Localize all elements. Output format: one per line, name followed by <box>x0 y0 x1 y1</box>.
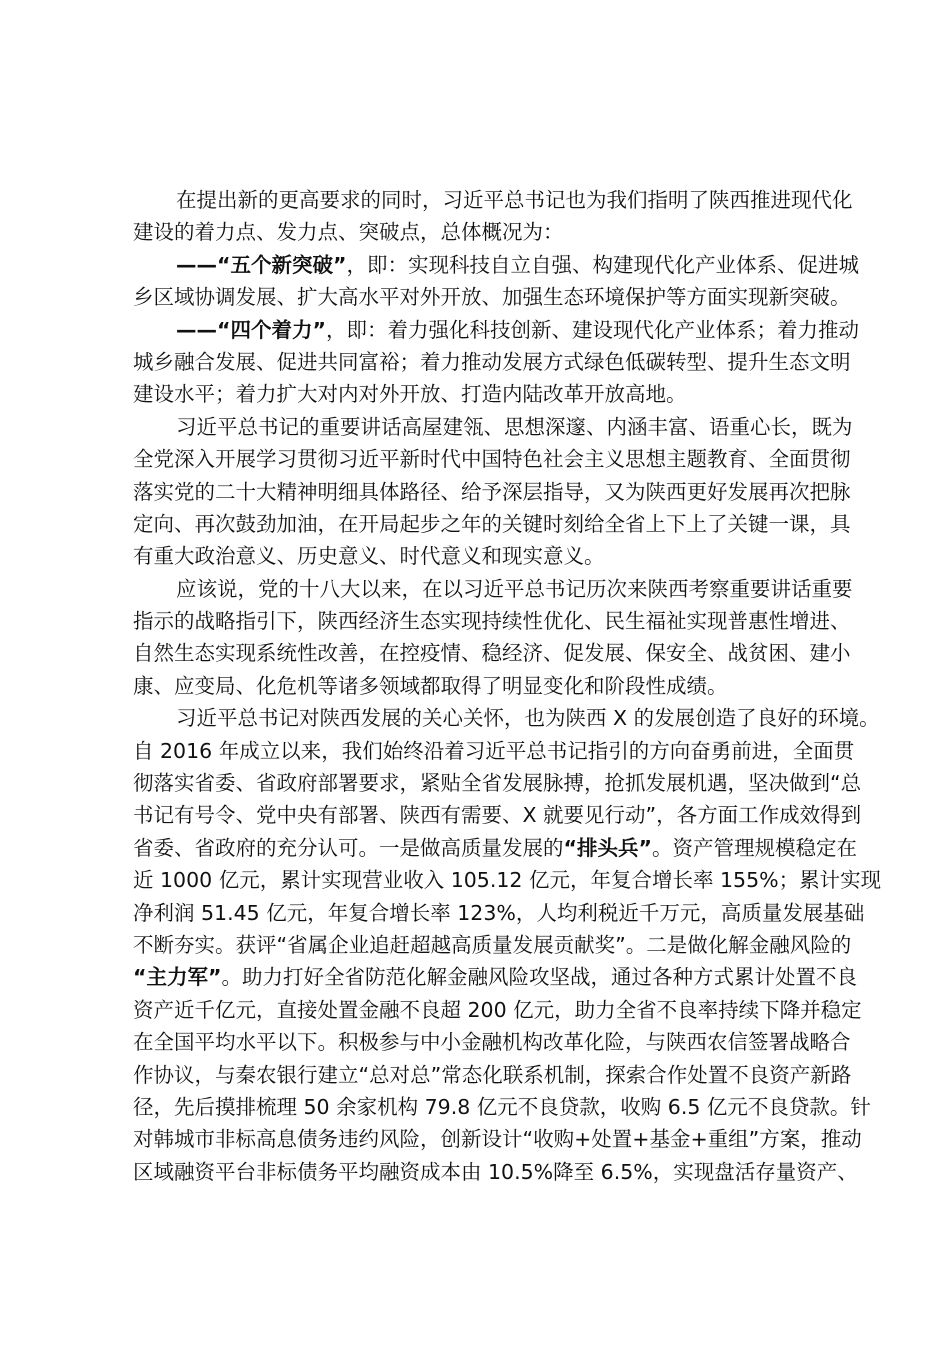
text-segment: 作协议，与秦农银行建立“总对总”常态化联系机制，探索合作处置不良资产新路 <box>133 1062 852 1087</box>
text-line <box>133 767 862 799</box>
text-segment: 书记有号令、党中央有部署、陕西有需要、X 就要见行动”，各方面工作成效得到 <box>133 803 862 828</box>
text-line <box>133 735 855 767</box>
text-line <box>133 702 880 734</box>
text-line <box>133 1091 871 1123</box>
text-segment: 。助力打好全省防范化解金融风险攻坚战，通过各种方式累计处置不良 <box>221 965 857 990</box>
text-segment: 乡区域协调发展、扩大高水平对外开放、加强生态环境保护等方面实现新突破。 <box>133 285 851 310</box>
text-line <box>133 799 862 831</box>
text-line <box>133 605 851 637</box>
text-segment: ，即：实现科技自立自强、构建现代化产业体系、促进城 <box>346 252 859 277</box>
text-segment: 康、应变局、化危机等诸多领域都取得了明显变化和阶段性成绩。 <box>133 673 728 698</box>
text-line <box>133 1059 852 1091</box>
text-line <box>133 249 859 281</box>
text-segment: 不断夯实。获评“省属企业追赶超越高质量发展贡献奖”。二是做化解金融风险的 <box>133 932 852 957</box>
text-segment: 落实党的二十大精神明细具体路径、给予深层指导，又为陕西更好发展再次把脉 <box>133 479 851 504</box>
bold-text: “主力军” <box>133 965 222 990</box>
text-line <box>133 476 851 508</box>
text-line <box>133 314 859 346</box>
bold-text: ——“五个新突破” <box>176 252 347 277</box>
paragraph <box>133 702 882 1188</box>
text-segment: 习近平总书记对陕西发展的关心关怀，也为陕西 X 的发展创造了良好的环境。 <box>176 706 880 731</box>
document-body <box>133 184 882 1188</box>
text-line <box>133 832 857 864</box>
text-segment: 资产近千亿元，直接处置金融不良超 200 亿元，助力全省不良率持续下降并稳定 <box>133 997 862 1022</box>
text-segment: 建设的着力点、发力点、突破点，总体概况为： <box>133 220 564 245</box>
text-line <box>133 897 865 929</box>
text-line <box>133 508 851 540</box>
paragraph <box>133 249 859 314</box>
text-segment: 净利润 51.45 亿元，年复合增长率 123%，人均利税近千万元，高质量发展基础 <box>133 900 865 925</box>
text-segment: 。资产管理规模稳定在 <box>651 835 857 860</box>
text-line <box>133 378 823 410</box>
text-line <box>133 1123 862 1155</box>
paragraph <box>133 314 859 411</box>
text-segment: 全党深入开展学习贯彻习近平新时代中国特色社会主义思想主题教育、全面贯彻 <box>133 447 851 472</box>
text-segment: 对韩城市非标高息债务违约风险，创新设计“收购+处置+基金+重组”方案，推动 <box>133 1127 862 1152</box>
paragraph <box>133 573 853 703</box>
text-segment: 区域融资平台非标债务平均融资成本由 10.5%降至 6.5%，实现盘活存量资产、 <box>133 1159 858 1184</box>
paragraph <box>133 184 853 249</box>
text-segment: 自 2016 年成立以来，我们始终沿着习近平总书记指引的方向奋勇前进，全面贯 <box>133 738 855 763</box>
text-line <box>133 411 853 443</box>
text-segment: 习近平总书记的重要讲话高屋建瓴、思想深邃、内涵丰富、语重心长，既为 <box>176 414 853 439</box>
text-segment: 在全国平均水平以下。积极参与中小金融机构改革化险，与陕西农信签署战略合 <box>133 1030 851 1055</box>
text-line <box>133 1026 851 1058</box>
text-line <box>133 573 853 605</box>
text-segment: 定向、再次鼓劲加油，在开局起步之年的关键时刻给全省上下上了关键一课，具 <box>133 511 851 536</box>
bold-text: “排头兵” <box>563 835 652 860</box>
text-line <box>133 637 851 669</box>
text-segment: 指示的战略指引下，陕西经济生态实现持续性优化、民生福祉实现普惠性增进、 <box>133 609 851 634</box>
text-line <box>133 281 851 313</box>
text-segment: 在提出新的更高要求的同时，习近平总书记也为我们指明了陕西推进现代化 <box>176 188 853 212</box>
text-line <box>133 670 823 702</box>
text-line <box>133 961 857 993</box>
text-segment: 有重大政治意义、历史意义、时代意义和现实意义。 <box>133 544 605 569</box>
text-segment: 径，先后摸排梳理 50 余家机构 79.8 亿元不良贷款，收购 6.5 亿元不良贷款。针 <box>133 1094 871 1119</box>
text-line <box>133 216 823 248</box>
text-line <box>133 864 882 896</box>
text-line <box>133 929 852 961</box>
text-segment: 建设水平；着力扩大对内对外开放、打造内陆改革开放高地。 <box>133 382 687 407</box>
text-segment: ，即：着力强化科技创新、建设现代化产业体系；着力推动 <box>325 317 859 342</box>
text-line <box>133 443 851 475</box>
text-line <box>133 346 851 378</box>
text-line <box>133 184 853 216</box>
text-segment: 城乡融合发展、促进共同富裕；着力推动发展方式绿色低碳转型、提升生态文明 <box>133 349 851 374</box>
text-line <box>133 994 862 1026</box>
text-segment: 省委、省政府的充分认可。一是做高质量发展的 <box>133 835 564 860</box>
text-segment: 近 1000 亿元，累计实现营业收入 105.12 亿元，年复合增长率 155%；累计实现 <box>133 868 882 893</box>
bold-text: ——“四个着力” <box>176 317 326 342</box>
text-segment: 自然生态实现系统性改善，在控疫情、稳经济、促发展、保安全、战贫困、建小 <box>133 641 851 666</box>
text-segment: 彻落实省委、省政府部署要求，紧贴全省发展脉搏，抢抓发展机遇，坚决做到“总 <box>133 771 862 796</box>
text-line <box>133 1156 858 1188</box>
text-segment: 应该说，党的十八大以来，在以习近平总书记历次来陕西考察重要讲话重要 <box>176 576 853 601</box>
paragraph <box>133 411 853 573</box>
text-line <box>133 540 823 572</box>
